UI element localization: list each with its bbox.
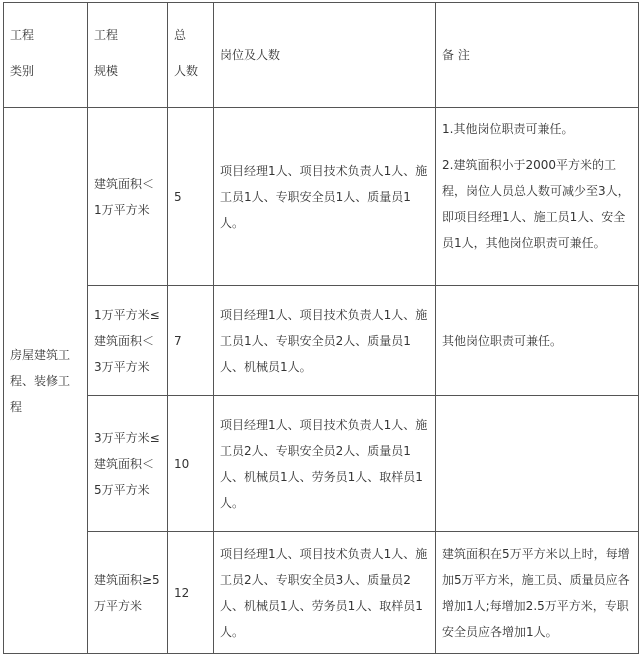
table-row bbox=[4, 108, 639, 286]
remarks-cell bbox=[436, 532, 639, 654]
scale-cell: 3万平方米≤ 建筑面积＜ 5万平方米 bbox=[88, 396, 168, 532]
remark-note: 其他岗位职责可兼任。 bbox=[442, 333, 563, 348]
category-cell: 房屋建筑工程、装修工程 bbox=[4, 108, 88, 654]
remarks-cell bbox=[436, 108, 639, 286]
remarks-cell bbox=[436, 286, 639, 396]
header-scale: 工程 规模 bbox=[88, 3, 168, 108]
remark-note: 建筑面积在5万平方米以上时，每增加5万平方米，施工员、质量员应各增加1人;每增加2.5万平方米，专职安全员应各增加1人。 bbox=[442, 546, 630, 639]
header-remarks: 备 注 bbox=[436, 3, 639, 108]
remark-note: 2.建筑面积小于2000平方米的工程，岗位人员总人数可减少至3人，即项目经理1人、施工员1人、安全员1人，其他岗位职责可兼任。 bbox=[442, 158, 630, 250]
staffing-table bbox=[3, 2, 639, 654]
scale-cell: 建筑面积≥5 万平方米 bbox=[88, 532, 168, 654]
scale-cell: 1万平方米≤ 建筑面积＜ 3万平方米 bbox=[88, 286, 168, 396]
total-cell: 12 bbox=[168, 532, 214, 654]
remarks-cell bbox=[436, 396, 639, 532]
total-cell: 5 bbox=[168, 108, 214, 286]
positions-cell: 项目经理1人、项目技术负责人1人、施工员2人、专职安全员2人、质量员1人、机械员1人、劳务员1人、取样员1人。 bbox=[214, 396, 436, 532]
remark-note: 1.其他岗位职责可兼任。 bbox=[442, 122, 574, 136]
table-row bbox=[4, 532, 639, 654]
total-cell: 7 bbox=[168, 286, 214, 396]
header-row bbox=[4, 3, 639, 108]
table-row bbox=[4, 396, 639, 532]
scale-cell: 建筑面积＜ 1万平方米 bbox=[88, 108, 168, 286]
total-cell: 10 bbox=[168, 396, 214, 532]
positions-cell: 项目经理1人、项目技术负责人1人、施工员1人、专职安全员2人、质量员1人、机械员1人。 bbox=[214, 286, 436, 396]
positions-cell: 项目经理1人、项目技术负责人1人、施工员1人、专职安全员1人、质量员1人。 bbox=[214, 108, 436, 286]
header-positions: 岗位及人数 bbox=[214, 3, 436, 108]
positions-cell: 项目经理1人、项目技术负责人1人、施工员2人、专职安全员3人、质量员2人、机械员1人、劳务员1人、取样员1人。 bbox=[214, 532, 436, 654]
table-row bbox=[4, 286, 639, 396]
header-total: 总 人数 bbox=[168, 3, 214, 108]
header-category: 工程 类别 bbox=[4, 3, 88, 108]
